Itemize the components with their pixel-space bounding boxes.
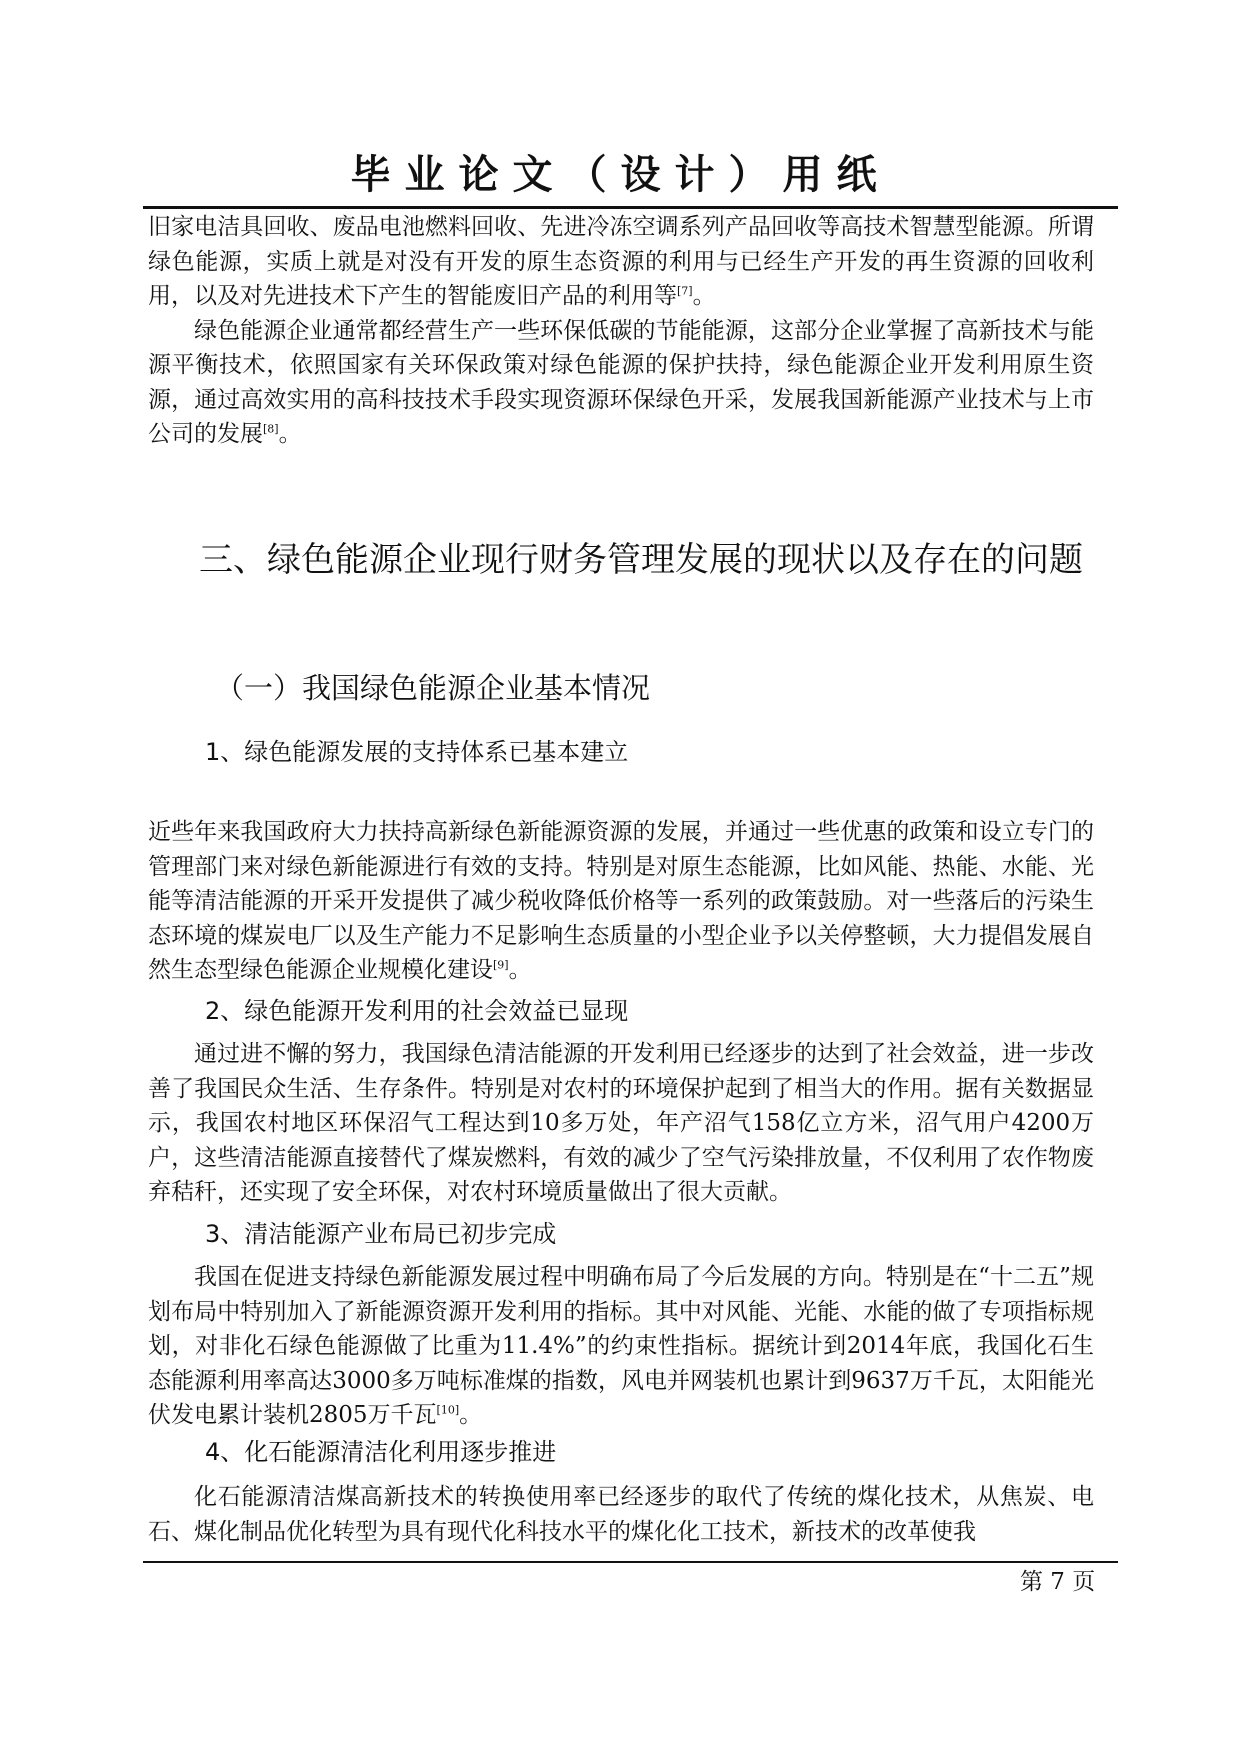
section-heading: （一）我国绿色能源企业基本情况 <box>215 671 651 705</box>
body-block-3 <box>148 1037 1094 1210</box>
header-rule <box>143 206 1118 209</box>
subsection-heading-3: 3、清洁能源产业布局已初步完成 <box>205 1220 557 1248</box>
body-block-2 <box>148 815 1094 988</box>
page-header-title: 毕业论文（设计）用纸 <box>350 151 891 198</box>
paragraph-4: 通过进不懈的努力，我国绿色清洁能源的开发利用已经逐步的达到了社会效益，进一步改善了我国民众生活、生存条件。特别是对农村的环境保护起到了相当大的作用。据有关数据显示，我国农村地区环保沼气工程达到10多万处，年产沼气158亿立方米，沼气用户4200万户，这些清洁能源直接替代了煤炭燃料，有效的减少了空气污染排放量，不仅利用了农作物废弃秸秆，还实现了安全环保，对农村环境质量做出了很大贡献。 <box>148 1041 1094 1205</box>
citation-10: [10] <box>436 1403 460 1417</box>
chapter-heading: 三、绿色能源企业现行财务管理发展的现状以及存在的问题 <box>199 540 1083 580</box>
paragraph-2: 绿色能源企业通常都经营生产一些环保低碳的节能能源，这部分企业掌握了高新技术与能源平衡技术，依照国家有关环保政策对绿色能源的保护扶持，绿色能源企业开发利用原生资源，通过高效实用的高科技技术手段实现资源环保绿色开采，发展我国新能源产业技术与上市公司的发展[8]。 <box>148 317 1094 447</box>
citation-8: [8] <box>263 422 279 436</box>
paragraph-1: 旧家电洁具回收、废品电池燃料回收、先进冷冻空调系列产品回收等高技术智慧型能源。所谓绿色能源，实质上就是对没有开发的原生态资源的利用与已经生产开发的再生资源的回收利用，以及对先进技术下产生的智能废旧产品的利用等[7]。 <box>148 214 1094 309</box>
body-block-4 <box>148 1260 1094 1433</box>
body-block-5 <box>148 1480 1094 1549</box>
subsection-heading-2: 2、绿色能源开发利用的社会效益已显现 <box>205 997 629 1025</box>
footer-rule <box>143 1561 1118 1563</box>
body-block-1 <box>148 210 1094 452</box>
page-number: 第 7 页 <box>1020 1569 1096 1595</box>
paragraph-6: 化石能源清洁煤高新技术的转换使用率已经逐步的取代了传统的煤化技术，从焦炭、电石、煤化制品优化转型为具有现代化科技水平的煤化化工技术，新技术的改革使我 <box>148 1484 1094 1545</box>
subsection-heading-4: 4、化石能源清洁化利用逐步推进 <box>205 1438 557 1466</box>
subsection-heading-1: 1、绿色能源发展的支持体系已基本建立 <box>205 738 629 766</box>
paragraph-3: 近些年来我国政府大力扶持高新绿色新能源资源的发展，并通过一些优惠的政策和设立专门的管理部门来对绿色新能源进行有效的支持。特别是对原生态能源，比如风能、热能、水能、光能等清洁能源的开采开发提供了减少税收降低价格等一系列的政策鼓励。对一些落后的污染生态环境的煤炭电厂以及生产能力不足影响生态质量的小型企业予以关停整顿，大力提倡发展自然生态型绿色能源企业规模化建设[9]。 <box>148 819 1094 983</box>
citation-7: [7] <box>677 284 693 298</box>
paragraph-5: 我国在促进支持绿色新能源发展过程中明确布局了今后发展的方向。特别是在“十二五”规划布局中特别加入了新能源资源开发利用的指标。其中对风能、光能、水能的做了专项指标规划，对非化石绿色能源做了比重为11.4%”的约束性指标。据统计到2014年底，我国化石生态能源利用率高达3000多万吨标准煤的指数，风电并网装机也累计到9637万千瓦，太阳能光伏发电累计装机2805万千瓦[10]。 <box>148 1264 1094 1428</box>
citation-9: [9] <box>493 958 509 972</box>
